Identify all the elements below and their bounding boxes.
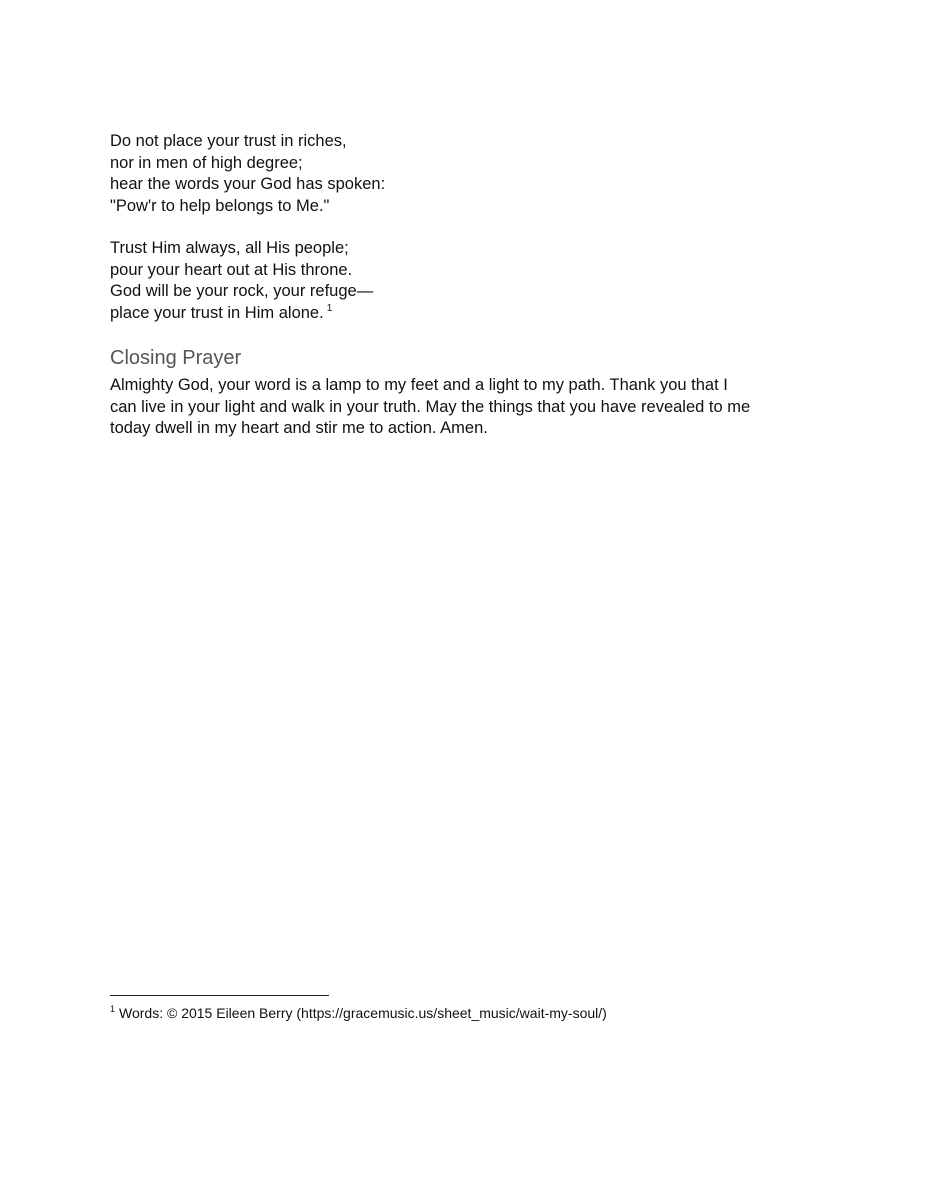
- stanza-line: Do not place your trust in riches,: [110, 132, 347, 150]
- stanza-line: [110, 303, 830, 325]
- closing-prayer-heading: Closing Prayer: [110, 347, 242, 369]
- footnote-text: Words: © 2015 Eileen Berry (https://gracemusic.us/sheet_music/wait-my-soul/): [119, 1005, 607, 1021]
- prayer-line: today dwell in my heart and stir me to action. Amen.: [110, 419, 488, 437]
- stanza-line: "Pow'r to help belongs to Me.": [110, 196, 330, 215]
- stanza-line: hear the words your God has spoken:: [110, 175, 386, 193]
- prayer-line: Almighty God, your word is a lamp to my feet and a light to my path. Thank you that I: [110, 376, 728, 394]
- footnote-marker: 1: [110, 1004, 116, 1014]
- hymn-stanza-2: [110, 238, 830, 324]
- hymn-stanza-1: [110, 131, 830, 217]
- footnote-separator: [110, 995, 329, 996]
- stanza-line: God will be your rock, your refuge—: [110, 282, 374, 300]
- stanza-line: Trust Him always, all His people;: [110, 239, 349, 257]
- closing-prayer-text: [110, 375, 830, 440]
- footnote-reference[interactable]: 1: [326, 302, 333, 314]
- footnote: [110, 1004, 607, 1022]
- stanza-line-text: place your trust in Him alone.: [110, 303, 324, 322]
- stanza-line: nor in men of high degree;: [110, 153, 303, 172]
- stanza-line: pour your heart out at His throne.: [110, 260, 353, 279]
- prayer-line: can live in your light and walk in your truth. May the things that you have revealed to me: [110, 397, 751, 416]
- page-content: [110, 131, 830, 440]
